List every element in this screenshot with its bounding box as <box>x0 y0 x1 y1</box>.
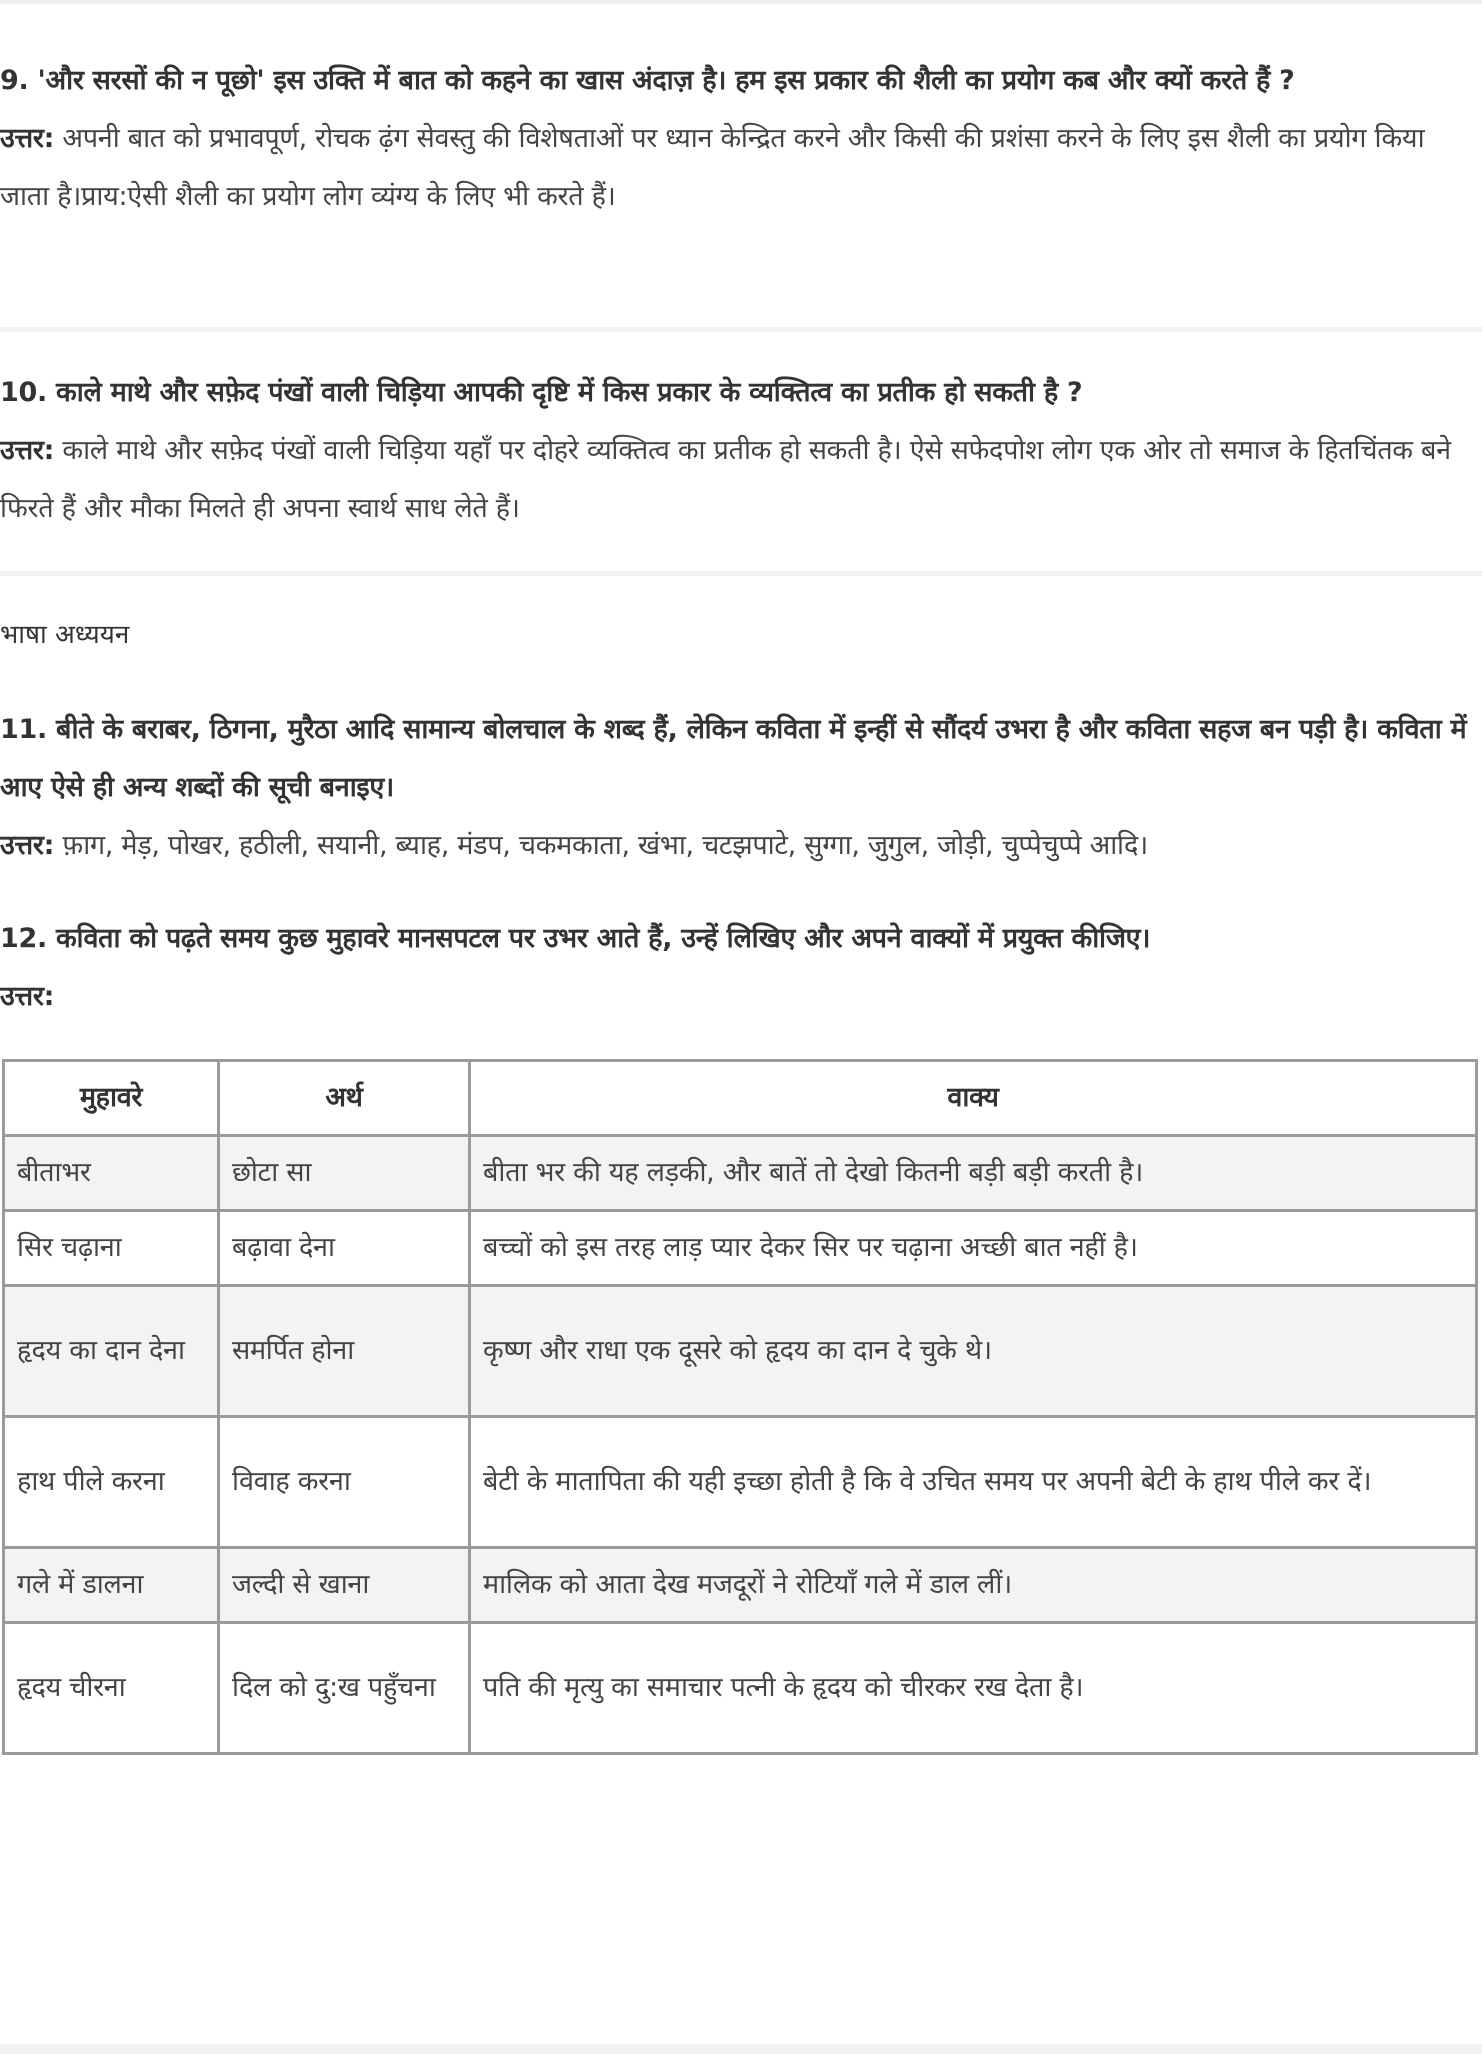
idiom-cell: हृदय का दान देना <box>4 1286 219 1417</box>
table-row <box>4 1136 1477 1211</box>
question-block-10 <box>0 364 1480 538</box>
answer-text <box>0 817 1480 875</box>
sentence-cell: मालिक को आता देख मजदूरों ने रोटियाँ गले में डाल लीं। <box>470 1548 1477 1623</box>
idioms-table <box>2 1059 1478 1755</box>
section-heading: भाषा अध्ययन <box>0 620 130 650</box>
sentence-cell: बीता भर की यह लड़की, और बातें तो देखो कितनी बड़ी बड़ी करती है। <box>470 1136 1477 1211</box>
answer-text <box>0 968 1480 1026</box>
column-header-meaning: अर्थ <box>219 1061 470 1136</box>
question-block-11 <box>0 701 1480 875</box>
idiom-cell: हाथ पीले करना <box>4 1417 219 1548</box>
meaning-cell: छोटा सा <box>219 1136 470 1211</box>
question-block-12 <box>0 910 1480 1026</box>
answer-text <box>0 110 1480 226</box>
answer-body: अपनी बात को प्रभावपूर्ण, रोचक ढ़ंग सेवस्तु की विशेषताओं पर ध्यान केन्द्रित करने और किसी की प्रशंसा करने के लिए इस शैली का प्रयोग किया जाता है।प्राय:ऐसी शैली का प्रयोग लोग व्यंग्य के लिए भी करते हैं। <box>0 123 1425 212</box>
meaning-cell: जल्दी से खाना <box>219 1548 470 1623</box>
question-text: 9. 'और सरसों की न पूछो' इस उक्ति में बात को कहने का खास अंदाज़ है। हम इस प्रकार की शैली का प्रयोग कब और क्यों करते हैं ? <box>0 65 1295 96</box>
table-header-row <box>4 1061 1477 1136</box>
sentence-cell: कृष्ण और राधा एक दूसरे को हृदय का दान दे चुके थे। <box>470 1286 1477 1417</box>
sentence-cell: बेटी के मातापिता की यही इच्छा होती है कि वे उचित समय पर अपनी बेटी के हाथ पीले कर दें। <box>470 1417 1477 1548</box>
question-block-9 <box>0 52 1480 226</box>
meaning-cell: समर्पित होना <box>219 1286 470 1417</box>
section-separator <box>0 571 1482 576</box>
table-row <box>4 1286 1477 1417</box>
answer-body: फ़ाग, मेड़, पोखर, हठीली, सयानी, ब्याह, मंडप, चकमकाता, खंभा, चटझपाटे, सुग्गा, जुगुल, जोड़ी, चुप्पेचुप्पे आदि। <box>54 830 1148 861</box>
idiom-cell: हृदय चीरना <box>4 1623 219 1754</box>
column-header-idiom: मुहावरे <box>4 1061 219 1136</box>
answer-label: उत्तर: <box>0 830 55 861</box>
idiom-cell: सिर चढ़ाना <box>4 1211 219 1286</box>
question-text: 10. काले माथे और सफ़ेद पंखों वाली चिड़िया आपकी दृष्टि में किस प्रकार के व्यक्तित्व का प्रतीक हो सकती है ? <box>0 377 1083 408</box>
section-separator <box>0 327 1482 332</box>
table-row <box>4 1417 1477 1548</box>
column-header-sentence: वाक्य <box>470 1061 1477 1136</box>
sentence-cell: पति की मृत्यु का समाचार पत्नी के हृदय को चीरकर रख देता है। <box>470 1623 1477 1754</box>
meaning-cell: दिल को दु:ख पहुँचना <box>219 1623 470 1754</box>
answer-label: उत्तर: <box>0 435 55 466</box>
table-row <box>4 1548 1477 1623</box>
meaning-cell: बढ़ावा देना <box>219 1211 470 1286</box>
top-separator <box>0 0 1482 4</box>
question-text: 11. बीते के बराबर, ठिगना, मुरैठा आदि सामान्य बोलचाल के शब्द हैं, लेकिन कविता में इन्हीं से सौंदर्य उभरा है और कविता सहज बन पड़ी है। कविता में आए ऐसे ही अन्य शब्दों की सूची बनाइए। <box>0 714 1467 803</box>
meaning-cell: विवाह करना <box>219 1417 470 1548</box>
question-text: 12. कविता को पढ़ते समय कुछ मुहावरे मानसपटल पर उभर आते हैं, उन्हें लिखिए और अपने वाक्यों में प्रयुक्त कीजिए। <box>0 923 1151 954</box>
answer-body: काले माथे और सफ़ेद पंखों वाली चिड़िया यहाँ पर दोहरे व्यक्तित्व का प्रतीक हो सकती है। ऐसे सफेदपोश लोग एक ओर तो समाज के हितचिंतक बने फिरते हैं और मौका मिलते ही अपना स्वार्थ साध लेते हैं। <box>0 435 1451 524</box>
table-row <box>4 1211 1477 1286</box>
bottom-separator <box>0 2044 1482 2054</box>
idiom-cell: बीताभर <box>4 1136 219 1211</box>
answer-text <box>0 422 1480 538</box>
table-row <box>4 1623 1477 1754</box>
answer-label: उत्तर: <box>0 981 55 1012</box>
sentence-cell: बच्चों को इस तरह लाड़ प्यार देकर सिर पर चढ़ाना अच्छी बात नहीं है। <box>470 1211 1477 1286</box>
idiom-cell: गले में डालना <box>4 1548 219 1623</box>
answer-label: उत्तर: <box>0 123 55 154</box>
